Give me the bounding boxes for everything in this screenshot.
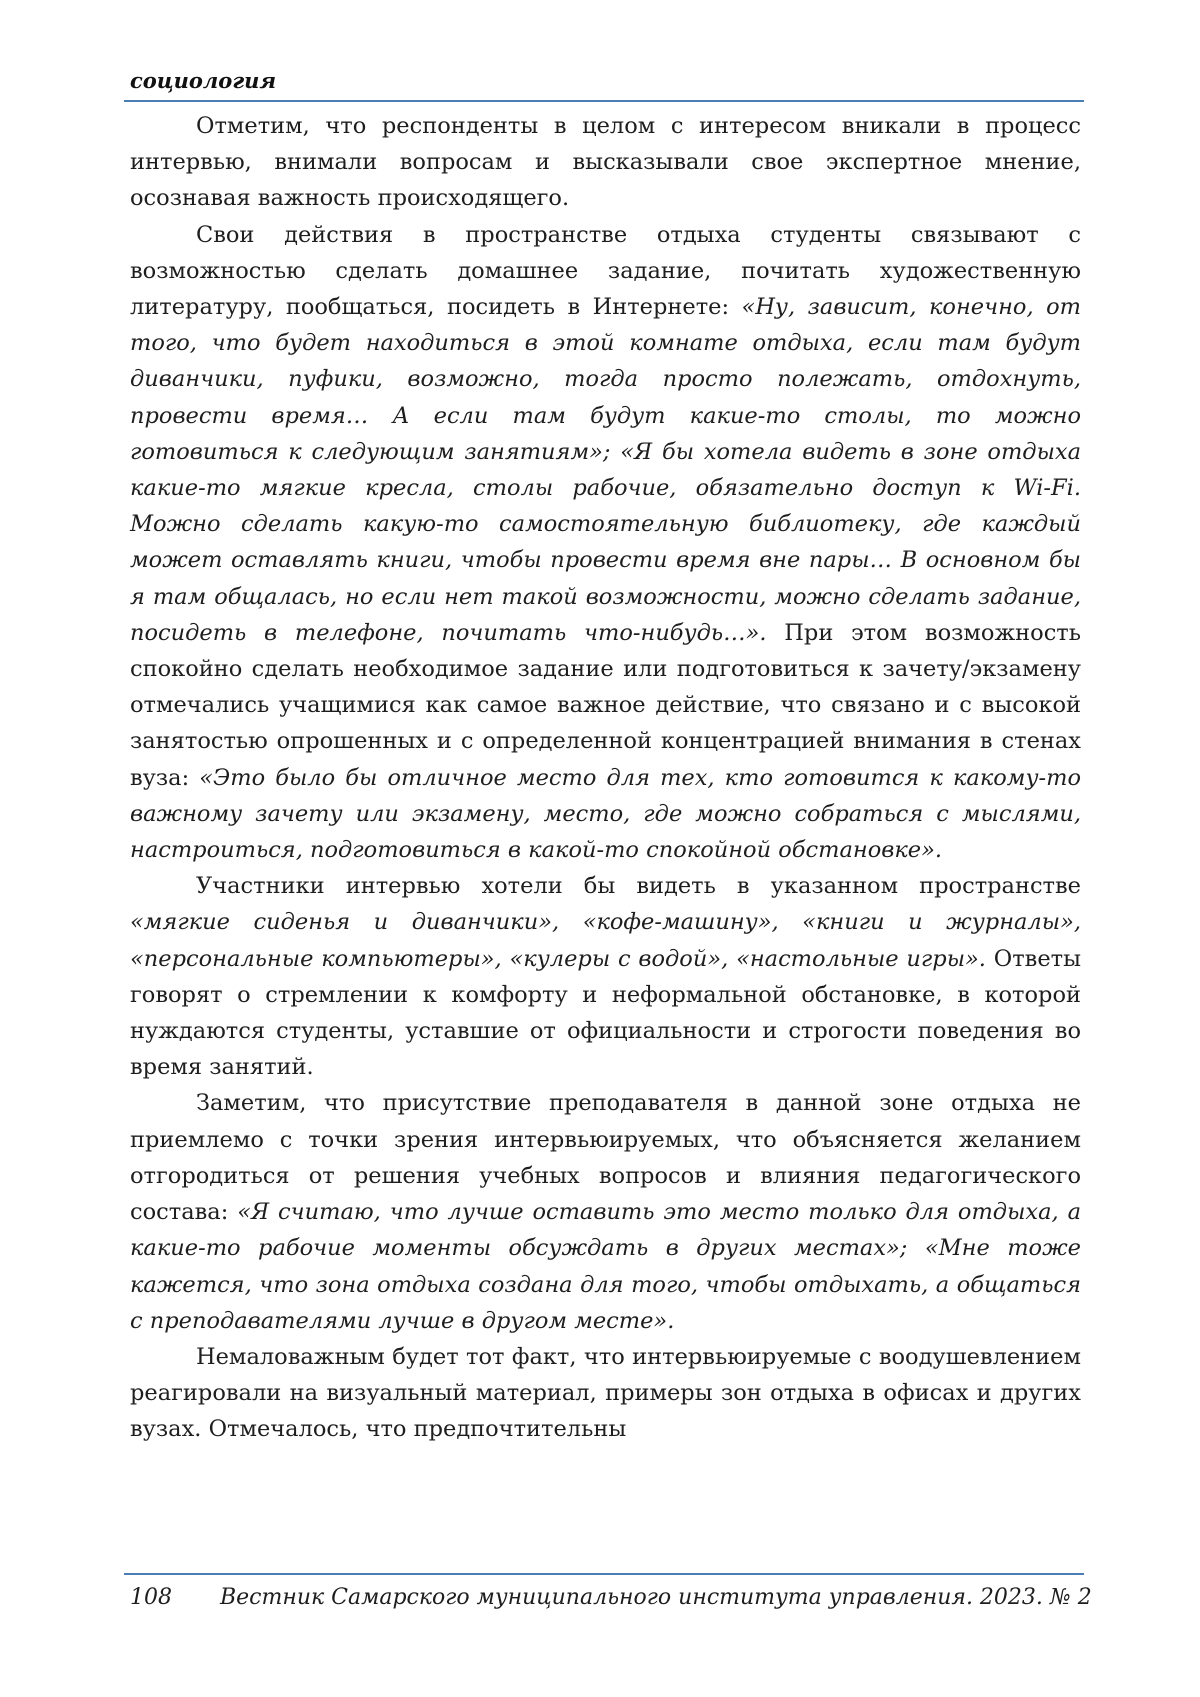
text-run: При этом возможность спокойно сделать необходимое задание или подготовиться к зачету/экзамену отмечались учащимися как самое важное действие, что связано и с высокой занятостью опрошенных и с определенной концентрацией внимания в стенах вуза:	[130, 619, 1081, 791]
paragraph	[130, 217, 1081, 869]
text-run: Заметим, что присутствие преподавателя в данной зоне отдыха не приемлемо с точки зрения интервьюируемых, что объясняется желанием отгородиться от решения учебных вопросов и влияния педагогического состава:	[130, 1090, 1081, 1226]
text-run: Свои действия в пространстве отдыха студенты связывают с возможностью сделать домашнее задание, почитать художественную литературу, пообщаться, посидеть в Интернете:	[130, 221, 1081, 321]
quotation: «Это было бы отличное место для тех, кто готовится к какому-то важному зачету или экзамену, место, где можно собраться с мыслями, настроиться, подготовиться в какой-то спокойной обстановке».	[130, 764, 1081, 864]
page-number: 108	[130, 1585, 172, 1610]
section-title: социология	[130, 68, 277, 93]
article-body	[130, 108, 1081, 1448]
text-run: Немаловажным будет тот факт, что интервьюируемые с воодушевлением реагировали на визуальный материал, примеры зон отдыха в офисах и других вузах. Отмечалось, что предпочтительны	[130, 1343, 1081, 1443]
page-footer	[124, 1573, 1092, 1633]
text-run: Отметим, что респонденты в целом с интересом вникали в процесс интервью, внимали вопросам и высказывали свое экспертное мнение, осознавая важность происходящего.	[130, 113, 1081, 212]
paragraph	[130, 108, 1081, 217]
quotation: «Ну, зависит, конечно, от того, что будет находиться в этой комнате отдыха, если там будут диванчики, пуфики, возможно, тогда просто полежать, отдохнуть, провести время… А если там будут какие-то столы, то можно готовиться к следующим занятиям»; «Я бы хотела видеть в зоне отдыха какие-то мягкие кресла, столы рабочие, обязательно доступ к Wi-Fi. Можно сделать какую-то самостоятельную библиотеку, где каждый может оставлять книги, чтобы провести время вне пары… В основном бы я там общалась, но если нет такой возможности, можно сделать задание, посидеть в телефоне, почитать что-нибудь…».	[130, 294, 1081, 646]
text-run: Ответы говорят о стремлении к комфорту и неформальной обстановке, в которой нуждаются студенты, уставшие от официальности и строгости поведения во время занятий.	[130, 945, 1081, 1081]
footer-rule	[124, 1573, 1084, 1575]
paragraph	[130, 1085, 1081, 1338]
paragraph	[130, 868, 1081, 1085]
header-rule	[124, 100, 1084, 102]
page-header	[124, 66, 1084, 106]
text-run: Участники интервью хотели бы видеть в указанном пространстве	[196, 873, 1081, 900]
quotation: «Я считаю, что лучше оставить это место только для отдыха, а какие-то рабочие моменты обсуждать в других местах»; «Мне тоже кажется, что зона отдыха создана для того, чтобы отдыхать, а общаться с преподавателями лучше в другом месте».	[130, 1199, 1081, 1334]
journal-title: Вестник Самарского муниципального института управления. 2023. № 2	[220, 1585, 1092, 1610]
quotation: «мягкие сиденья и диванчики», «кофе-машину», «книги и журналы», «персональные компьютеры», «кулеры с водой», «настольные игры».	[130, 909, 1081, 972]
paragraph	[130, 1339, 1081, 1448]
